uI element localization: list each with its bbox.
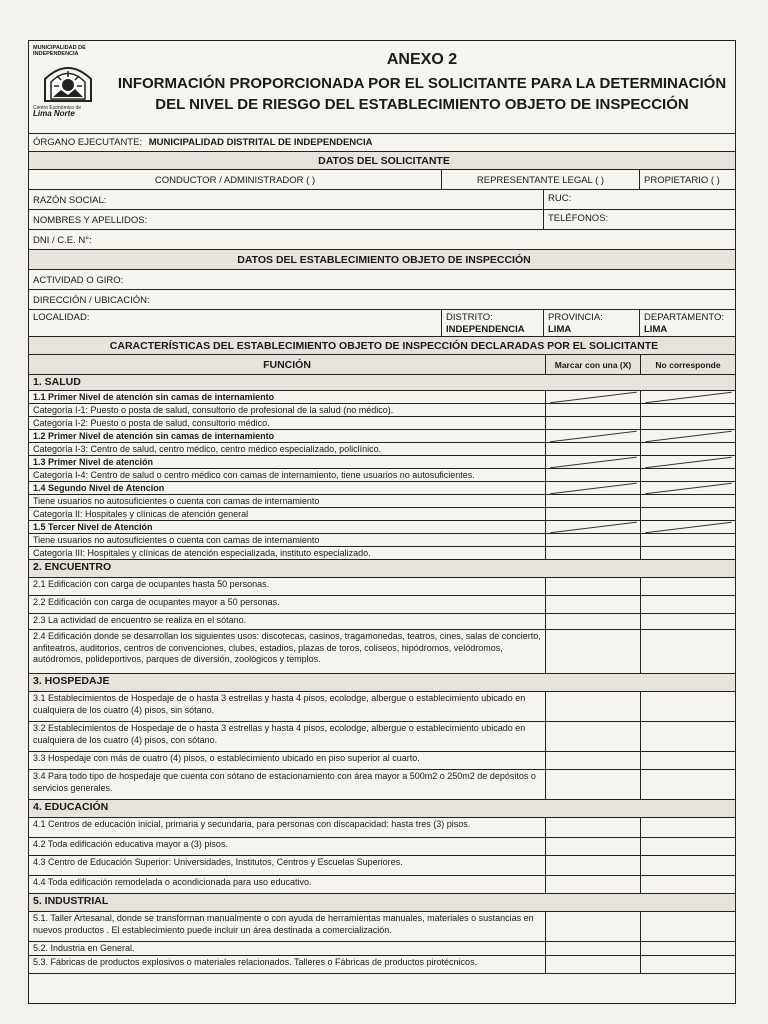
no-corresponde-cell[interactable]	[640, 770, 736, 799]
no-corresponde-cell[interactable]	[640, 722, 736, 751]
mark-x-cell[interactable]	[545, 614, 641, 629]
no-corresponde-cell[interactable]	[640, 956, 736, 973]
crossed-out-line	[550, 457, 636, 469]
function-description: 3.1 Establecimientos de Hospedaje de o hasta 3 estrellas y hasta 4 pisos, ecolodge, albergue o establecimiento ubicado en cualquiera de los cuatro (4) pisos, sin sótano.	[33, 693, 526, 715]
logo-bottom-big: Lima Norte	[33, 109, 75, 118]
departamento-cell	[639, 310, 735, 336]
mark-x-cell[interactable]	[545, 578, 641, 595]
no-corresponde-cell	[640, 430, 736, 442]
no-corresponde-cell[interactable]	[640, 508, 736, 520]
mark-x-cell[interactable]	[545, 770, 641, 799]
function-description: Categoría I-3: Centro de salud, centro médico, centro médico especializado, policlínico.	[33, 444, 382, 454]
municipality-logo	[33, 45, 109, 129]
ruc-field[interactable]: RUC:	[543, 190, 735, 209]
function-row	[29, 692, 735, 722]
direccion-row	[29, 290, 735, 310]
no-corresponde-cell[interactable]	[640, 495, 736, 507]
subsection-label: 1.4 Segundo Nivel de Atencion	[33, 483, 165, 493]
mark-x-cell[interactable]	[545, 495, 641, 507]
no-corresponde-cell[interactable]	[640, 630, 736, 673]
mark-x-cell[interactable]	[545, 404, 641, 416]
crossed-out-line	[645, 522, 731, 534]
razon-social-row	[29, 190, 735, 210]
function-description: 3.4 Para todo tipo de hospedaje que cuenta con sótano de estacionamiento con área mayor a 500m2 o 250m2 de depósitos o servicios generales.	[33, 771, 536, 793]
subsection-row	[29, 521, 735, 534]
mark-x-cell[interactable]	[545, 856, 641, 875]
function-row	[29, 838, 735, 856]
function-description: 4.4 Toda edificación remodelada o acondicionada para uso educativo.	[33, 877, 312, 887]
title-block	[113, 49, 731, 115]
function-description: Tiene usuarios no autosuficientes o cuenta con camas de internamiento	[33, 535, 320, 545]
subsection-row	[29, 391, 735, 404]
no-corresponde-cell[interactable]	[640, 912, 736, 941]
crossed-out-line	[550, 392, 636, 404]
function-row	[29, 534, 735, 547]
caracteristicas-heading: CARACTERÍSTICAS DEL ESTABLECIMIENTO OBJETO DE INSPECCIÓN DECLARADAS POR EL SOLICITANTE	[29, 337, 735, 355]
nombres-field[interactable]: NOMBRES Y APELLIDOS:	[33, 215, 148, 226]
function-row	[29, 614, 735, 630]
localidad-row	[29, 310, 735, 337]
no-corresponde-cell	[640, 391, 736, 403]
function-row	[29, 443, 735, 456]
subsection-label: 1.2 Primer Nivel de atención sin camas de internamiento	[33, 431, 275, 441]
provincia-value: LIMA	[548, 324, 572, 335]
function-description: Categoría I-4: Centro de salud o centro médico con camas de internamiento, tiene usuarios no autosuficientes.	[33, 470, 475, 480]
crossed-out-line	[645, 392, 731, 404]
function-row	[29, 596, 735, 614]
mark-x-cell[interactable]	[545, 443, 641, 455]
function-description: Categoría II: Hospitales y clínicas de atención general	[33, 509, 249, 519]
function-row	[29, 818, 735, 838]
function-description: 4.1 Centros de educación inicial, primaria y secundaria, para personas con discapacidad: hasta tres (3) pisos.	[33, 819, 471, 829]
organo-label: ÓRGANO EJECUTANTE:	[33, 137, 143, 148]
conductor-option[interactable]: CONDUCTOR / ADMINISTRADOR ( )	[154, 175, 316, 186]
function-description: Tiene usuarios no autosuficientes o cuenta con camas de internamiento	[33, 496, 320, 506]
function-description: 5.2. Industria en General.	[33, 943, 135, 953]
provincia-cell	[543, 310, 639, 336]
distrito-label: DISTRITO:	[446, 312, 493, 323]
section-title: 3. HOSPEDAJE	[29, 674, 735, 692]
mark-x-cell[interactable]	[545, 596, 641, 613]
form-sheet	[28, 40, 736, 1004]
function-description: 2.1 Edificación con carga de ocupantes hasta 50 personas.	[33, 579, 270, 589]
no-corresponde-cell[interactable]	[640, 404, 736, 416]
subsection-row	[29, 430, 735, 443]
function-row	[29, 578, 735, 596]
logo-bottom	[33, 105, 81, 117]
function-description: Categoría I-2: Puesto o posta de salud, consultorio médico.	[33, 418, 270, 428]
crossed-out-line	[645, 457, 731, 469]
sun-emblem-icon	[43, 61, 93, 103]
mark-x-cell[interactable]	[545, 752, 641, 769]
logo-top-text: MUNICIPALIDAD DE INDEPENDENCIA	[33, 45, 86, 57]
crossed-out-line	[645, 483, 731, 495]
organo-value: MUNICIPALIDAD DISTRITAL DE INDEPENDENCIA	[148, 137, 373, 148]
function-row	[29, 508, 735, 521]
no-corresponde-cell[interactable]	[640, 876, 736, 893]
dni-field[interactable]: DNI / C.E. N°:	[33, 235, 92, 246]
no-corresponde-cell[interactable]	[640, 838, 736, 855]
function-row	[29, 856, 735, 876]
no-corresponde-cell[interactable]	[640, 942, 736, 955]
crossed-out-line	[645, 431, 731, 443]
mark-x-cell[interactable]	[545, 876, 641, 893]
function-row	[29, 547, 735, 560]
annex-title: ANEXO 2	[386, 51, 458, 68]
no-corresponde-cell	[640, 456, 736, 468]
no-corresponde-cell[interactable]	[640, 692, 736, 721]
departamento-label: DEPARTAMENTO:	[644, 312, 725, 323]
telefonos-field[interactable]: TELÉFONOS:	[543, 210, 735, 229]
mark-x-cell[interactable]	[545, 818, 641, 837]
mark-x-cell	[545, 521, 641, 533]
crossed-out-line	[550, 431, 636, 443]
function-description: 2.2 Edificación con carga de ocupantes mayor a 50 personas.	[33, 597, 280, 607]
no-corresponde-cell[interactable]	[640, 856, 736, 875]
function-row	[29, 469, 735, 482]
section-title: 1. SALUD	[29, 375, 735, 391]
distrito-cell	[441, 310, 543, 336]
title-line-1: INFORMACIÓN PROPORCIONADA POR EL SOLICITANTE PARA LA DETERMINACIÓN	[117, 75, 727, 92]
col-marcar: Marcar con una (X)	[545, 355, 640, 374]
mark-x-cell[interactable]	[545, 508, 641, 520]
function-row	[29, 722, 735, 752]
no-corresponde-cell[interactable]	[640, 547, 736, 559]
mark-x-cell[interactable]	[545, 692, 641, 721]
dni-row	[29, 230, 735, 250]
mark-x-cell[interactable]	[545, 912, 641, 941]
function-description: 4.3 Centro de Educación Superior: Universidades, Institutos, Centros y Escuelas Superiores.	[33, 857, 403, 867]
mark-x-cell	[545, 430, 641, 442]
solicitante-heading: DATOS DEL SOLICITANTE	[29, 152, 735, 170]
no-corresponde-cell	[640, 482, 736, 494]
function-description: 2.3 La actividad de encuentro se realiza en el sótano.	[33, 615, 247, 625]
solicitante-role-row	[29, 170, 735, 190]
mark-x-cell[interactable]	[545, 956, 641, 973]
logo-bottom-small: Centro Económico de	[33, 105, 82, 111]
section-title: 5. INDUSTRIAL	[29, 894, 735, 912]
function-description: Categoría I-1: Puesto o posta de salud, consultorio de profesional de la salud (no médico).	[33, 405, 394, 415]
function-description: 3.2 Establecimientos de Hospedaje de o hasta 3 estrellas y hasta 4 pisos, ecolodge, albergue o establecimiento ubicado en cualquiera de los cuatro (4) pisos, con sótano.	[33, 723, 526, 745]
mark-x-cell[interactable]	[545, 722, 641, 751]
table-header-row	[29, 355, 735, 375]
function-row	[29, 942, 735, 956]
direccion-field[interactable]: DIRECCIÓN / UBICACIÓN:	[33, 295, 150, 306]
subsection-label: 1.1 Primer Nivel de atención sin camas de internamiento	[33, 392, 275, 402]
localidad-field[interactable]: LOCALIDAD:	[33, 312, 90, 323]
no-corresponde-cell[interactable]	[640, 752, 736, 769]
function-description: 2.4 Edificación donde se desarrollan los siguientes usos: discotecas, casinos, tragamonedas, teatros, cines, salas de concierto, anfiteatros, auditorios, centros de convenciones, clubes, estadios, plazas de toros, coliseos, hipódromos, velódromos, autódromos, polideportivos, parques de diversión, zoológicos y templos.	[33, 631, 541, 664]
function-description: 5.3. Fábricas de productos explosivos o materiales relacionados. Talleres o Fábricas de productos pirotécnicos.	[33, 957, 478, 967]
mark-x-cell[interactable]	[545, 417, 641, 429]
form-header	[29, 41, 735, 134]
representante-option[interactable]: REPRESENTANTE LEGAL ( )	[441, 170, 639, 189]
mark-x-cell[interactable]	[545, 534, 641, 546]
no-corresponde-cell[interactable]	[640, 469, 736, 481]
propietario-option[interactable]: PROPIETARIO ( )	[639, 170, 735, 189]
no-corresponde-cell[interactable]	[640, 596, 736, 613]
provincia-label: PROVINCIA:	[548, 312, 603, 323]
function-row	[29, 956, 735, 974]
mark-x-cell[interactable]	[545, 630, 641, 673]
razon-social-field[interactable]: RAZÓN SOCIAL:	[33, 195, 107, 206]
crossed-out-line	[550, 483, 636, 495]
subsection-row	[29, 456, 735, 469]
function-description: Categoría III: Hospitales y clínicas de atención especializada, instituto especializado.	[33, 548, 371, 558]
no-corresponde-cell	[640, 521, 736, 533]
function-row	[29, 630, 735, 674]
mark-x-cell	[545, 391, 641, 403]
subsection-label: 1.3 Primer Nivel de atención	[33, 457, 154, 467]
title-line-2: DEL NIVEL DE RIESGO DEL ESTABLECIMIENTO OBJETO DE INSPECCIÓN	[155, 96, 689, 113]
function-row	[29, 876, 735, 894]
actividad-row	[29, 270, 735, 290]
col-no-corresponde: No corresponde	[640, 355, 735, 374]
function-description: 5.1. Taller Artesanal, donde se transforman manualmente o con ayuda de herramientas manuales, materiales o sustancias en nuevos productos . El establecimiento puede incluir un área destinada a comercialización.	[33, 913, 534, 935]
establecimiento-heading: DATOS DEL ESTABLECIMIENTO OBJETO DE INSPECCIÓN	[29, 250, 735, 270]
function-row	[29, 752, 735, 770]
function-description: 3.3 Hospedaje con más de cuatro (4) pisos, o establecimiento ubicado en piso superior al cuarto.	[33, 753, 420, 763]
col-funcion: FUNCIÓN	[263, 359, 311, 371]
function-sections	[29, 375, 735, 974]
mark-x-cell[interactable]	[545, 547, 641, 559]
no-corresponde-cell[interactable]	[640, 578, 736, 595]
function-row	[29, 417, 735, 430]
function-description: 4.2 Toda edificación educativa mayor a (3) pisos.	[33, 839, 228, 849]
no-corresponde-cell[interactable]	[640, 614, 736, 629]
subsection-row	[29, 482, 735, 495]
distrito-value: INDEPENDENCIA	[446, 324, 525, 335]
mark-x-cell[interactable]	[545, 838, 641, 855]
mark-x-cell[interactable]	[545, 469, 641, 481]
nombres-row	[29, 210, 735, 230]
function-row	[29, 495, 735, 508]
no-corresponde-cell[interactable]	[640, 417, 736, 429]
no-corresponde-cell[interactable]	[640, 534, 736, 546]
section-title: 4. EDUCACIÓN	[29, 800, 735, 818]
function-row	[29, 912, 735, 942]
no-corresponde-cell[interactable]	[640, 818, 736, 837]
departamento-value: LIMA	[644, 324, 668, 335]
function-row	[29, 404, 735, 417]
mark-x-cell	[545, 456, 641, 468]
mark-x-cell	[545, 482, 641, 494]
section-title: 2. ENCUENTRO	[29, 560, 735, 578]
organo-row	[29, 134, 735, 152]
crossed-out-line	[550, 522, 636, 534]
actividad-field[interactable]: ACTIVIDAD O GIRO:	[33, 275, 124, 286]
no-corresponde-cell[interactable]	[640, 443, 736, 455]
mark-x-cell[interactable]	[545, 942, 641, 955]
subsection-label: 1.5 Tercer Nivel de Atención	[33, 522, 153, 532]
function-row	[29, 770, 735, 800]
